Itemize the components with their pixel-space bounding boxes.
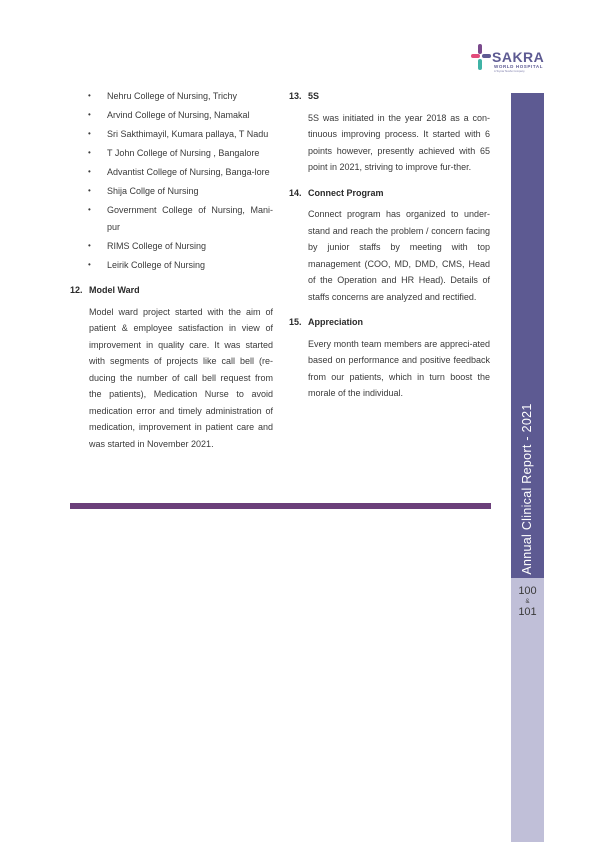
list-item xyxy=(70,238,273,255)
list-item-text: Arvind College of Nursing, Namakal xyxy=(107,110,250,120)
divider-rule xyxy=(70,503,491,509)
section-5s xyxy=(289,88,490,176)
page-number-left: 100 xyxy=(518,585,537,597)
list-item xyxy=(70,183,273,200)
list-item xyxy=(70,257,273,274)
bullet-icon: • xyxy=(88,129,91,138)
sidebar xyxy=(511,93,544,842)
section-body: Every month team members are appreci-ated based on performance and positive feedback from our patients, which in turn boost the morale of the individual. xyxy=(308,338,490,398)
bullet-icon: • xyxy=(88,240,91,250)
list-item-text: T John College of Nursing , Bangalore xyxy=(107,148,260,158)
section-body: 5S was initiated in the year 2018 as a con-tinuous improving process. It started with 6 points however, presently achieved with 65 point in 2021, striving to improve fur-ther. xyxy=(308,112,490,172)
list-item-text: Shija Collge of Nursing xyxy=(107,186,199,196)
left-column xyxy=(70,88,273,452)
section-title: Model Ward xyxy=(89,285,140,295)
college-list xyxy=(70,88,273,273)
section-model-ward xyxy=(70,282,273,452)
logo-brand: SAKRA xyxy=(492,49,545,65)
section-number: 15. xyxy=(289,317,302,327)
list-item-text: Advantist College of Nursing, Banga-lore xyxy=(107,167,270,177)
section-appreciation xyxy=(289,314,490,402)
section-title: Connect Program xyxy=(308,187,384,198)
section-number: 12. xyxy=(70,285,83,295)
bullet-icon: • xyxy=(88,91,91,100)
right-column xyxy=(289,88,490,402)
bullet-icon: • xyxy=(88,259,91,269)
list-item-text: Government College of Nursing, Mani-pur xyxy=(107,205,273,232)
section-number: 14. xyxy=(289,187,302,198)
bullet-icon: • xyxy=(88,148,91,157)
section-title: Appreciation xyxy=(308,317,364,327)
page-number-right: 101 xyxy=(518,606,537,618)
logo-tagline: A Toyota Tsusho Company xyxy=(494,70,525,73)
report-title: Annual Clinical Report - 2021 xyxy=(520,403,534,575)
list-item xyxy=(70,145,273,162)
bullet-icon: • xyxy=(88,167,91,176)
sakra-logo xyxy=(470,42,570,76)
list-item-text: Nehru College of Nursing, Trichy xyxy=(107,91,238,101)
section-heading xyxy=(289,88,490,105)
section-heading xyxy=(70,282,273,299)
section-heading xyxy=(289,314,490,331)
list-item xyxy=(70,88,273,105)
list-item xyxy=(70,107,273,124)
list-item-text: Leirik College of Nursing xyxy=(107,259,206,270)
page-numbers xyxy=(511,585,544,619)
page-number-separator: & xyxy=(525,599,530,605)
logo-subtitle: WORLD HOSPITAL xyxy=(494,64,544,69)
list-item xyxy=(70,164,273,181)
section-number: 13. xyxy=(289,91,302,101)
section-heading xyxy=(289,185,490,202)
bullet-icon: • xyxy=(88,205,91,214)
section-connect-program xyxy=(289,185,490,306)
list-item-text: RIMS College of Nursing xyxy=(107,240,207,251)
list-item xyxy=(70,202,273,235)
list-item-text: Sri Sakthimayil, Kumara pallaya, T Nadu xyxy=(107,129,269,139)
list-item xyxy=(70,126,273,143)
section-body: Connect program has organized to under-stand and reach the problem / concern facing by junior staffs by meeting with top management (COO, MD, DMD, CMS, Head of the Operation and HR Head). Details of staffs concerns are analyzed and rectified. xyxy=(308,209,490,302)
section-title: 5S xyxy=(308,91,320,101)
section-body: Model ward project started with the aim of patient & employee satisfaction in view of improvement in quality care. It was started with segments of projects like call bell (re-ducing the number of call bell request from the patients), Medication Nurse to avoid medication error and timely administration of medication, improvement in patient care and was started in November 2021. xyxy=(89,306,273,449)
logo-mark-icon xyxy=(470,42,492,72)
bullet-icon: • xyxy=(88,110,91,119)
bullet-icon: • xyxy=(88,186,91,195)
